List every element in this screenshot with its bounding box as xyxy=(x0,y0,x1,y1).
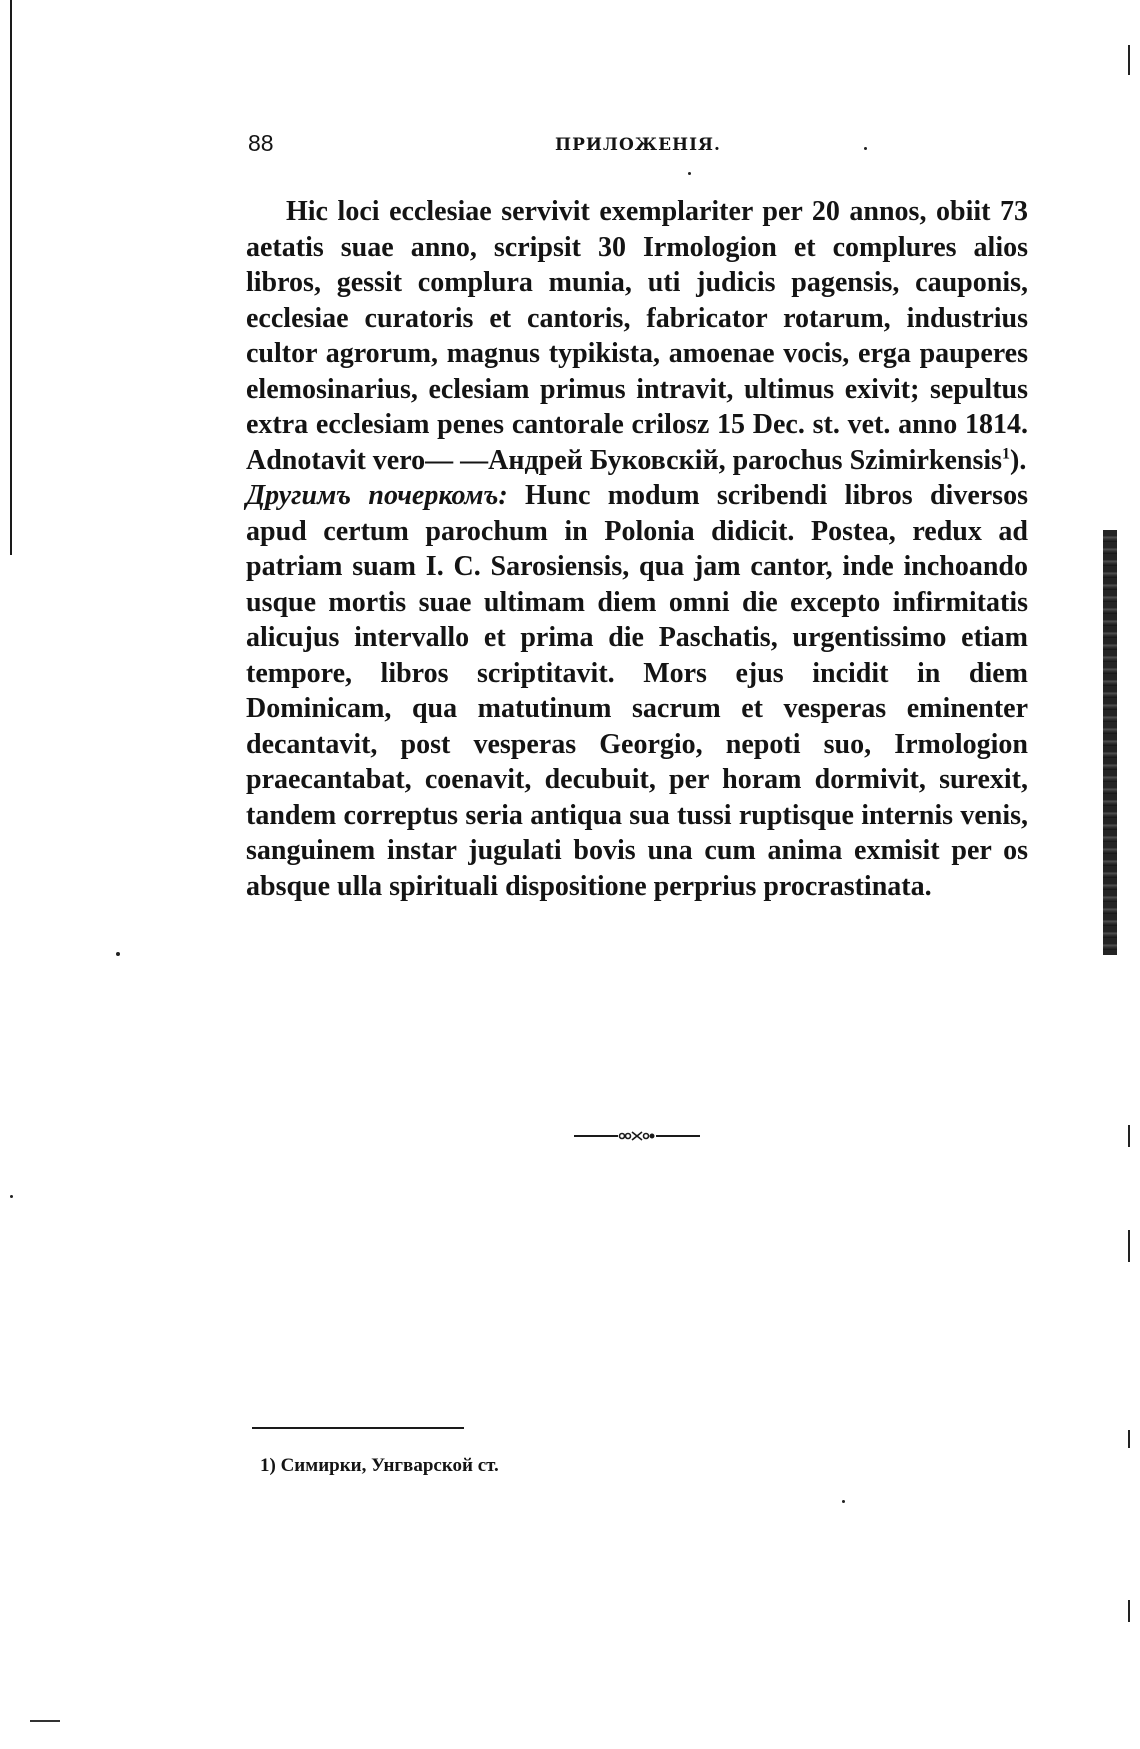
footnote: 1) Симирки, Унгварской ст. xyxy=(260,1455,499,1476)
running-head: ПРИЛОЖЕНІЯ. xyxy=(555,135,721,155)
paragraph-2-text: Hunc modum scribendi libros diversos apud certum parochum in Polonia didicit. Postea, redux ad patriam suam I. C. Sarosiensis, qua jam cantor, inde inchoando usque mortis suae ultimam diem omni die excepto infirmitatis alicujus intervallo et prima die Paschatis, urgentissimo etiam tempore, libros scriptitavit. Mors ejus incidit in diem Dominicam, qua matutinum sacrum et vesperas eminenter decantavit, post vesperas Georgio, nepoti suo, Irmologion praecantabat, coenavit, decubuit, per horam dormivit, surexit, tandem correptus seria antiqua sua tussi ruptisque internis venis, sanguinem instar jugulati bovis una cum anima exmisit per os absque ulla spirituali dispositione perprius procrastinata. xyxy=(246,480,1028,902)
margin-mark xyxy=(1128,45,1130,75)
paragraph-2-lead: Другимъ почеркомъ: xyxy=(246,480,508,511)
margin-mark xyxy=(1128,1600,1130,1622)
paragraph-1 xyxy=(246,194,1028,478)
main-text xyxy=(246,194,1028,904)
print-speck xyxy=(688,172,691,175)
margin-mark xyxy=(1128,1430,1130,1448)
paragraph-1-text: Hic loci ecclesiae servivit exemplariter per 20 annos, obiit 73 aetatis suae anno, scripsit 30 Irmologion et complures alios libros, gessit complura munia, uti judicis pagensis, cauponis, ecclesiae curatoris et cantoris, fabricator rotarum, industrius cultor agrorum, magnus typikista, amoenae vocis, erga pauperes elemosinarius, eclesiam primus intravit, ultimus exivit; sepultus extra ecclesiam penes cantorale crilosz 15 Dec. st. vet. anno 1814. Adnotavit vero— —Андрей Буковскій, parochus Szimirkensis xyxy=(246,196,1028,476)
margin-mark xyxy=(1128,1125,1130,1147)
bottom-margin-mark xyxy=(30,1720,60,1722)
binding-shadow xyxy=(1103,530,1117,955)
page-number: 88 xyxy=(248,130,274,156)
margin-mark xyxy=(1128,1230,1130,1262)
print-speck xyxy=(10,1195,13,1198)
print-speck xyxy=(116,952,120,956)
page-header xyxy=(248,130,1028,160)
page-edge-left xyxy=(10,0,12,555)
footnote-marker: 1 xyxy=(1002,445,1011,463)
print-speck xyxy=(842,1500,845,1503)
paragraph-1-closing: ). xyxy=(1010,444,1027,476)
paragraph-2 xyxy=(246,478,1028,904)
decorative-divider-icon xyxy=(574,1126,700,1146)
footnote-rule xyxy=(252,1427,464,1429)
